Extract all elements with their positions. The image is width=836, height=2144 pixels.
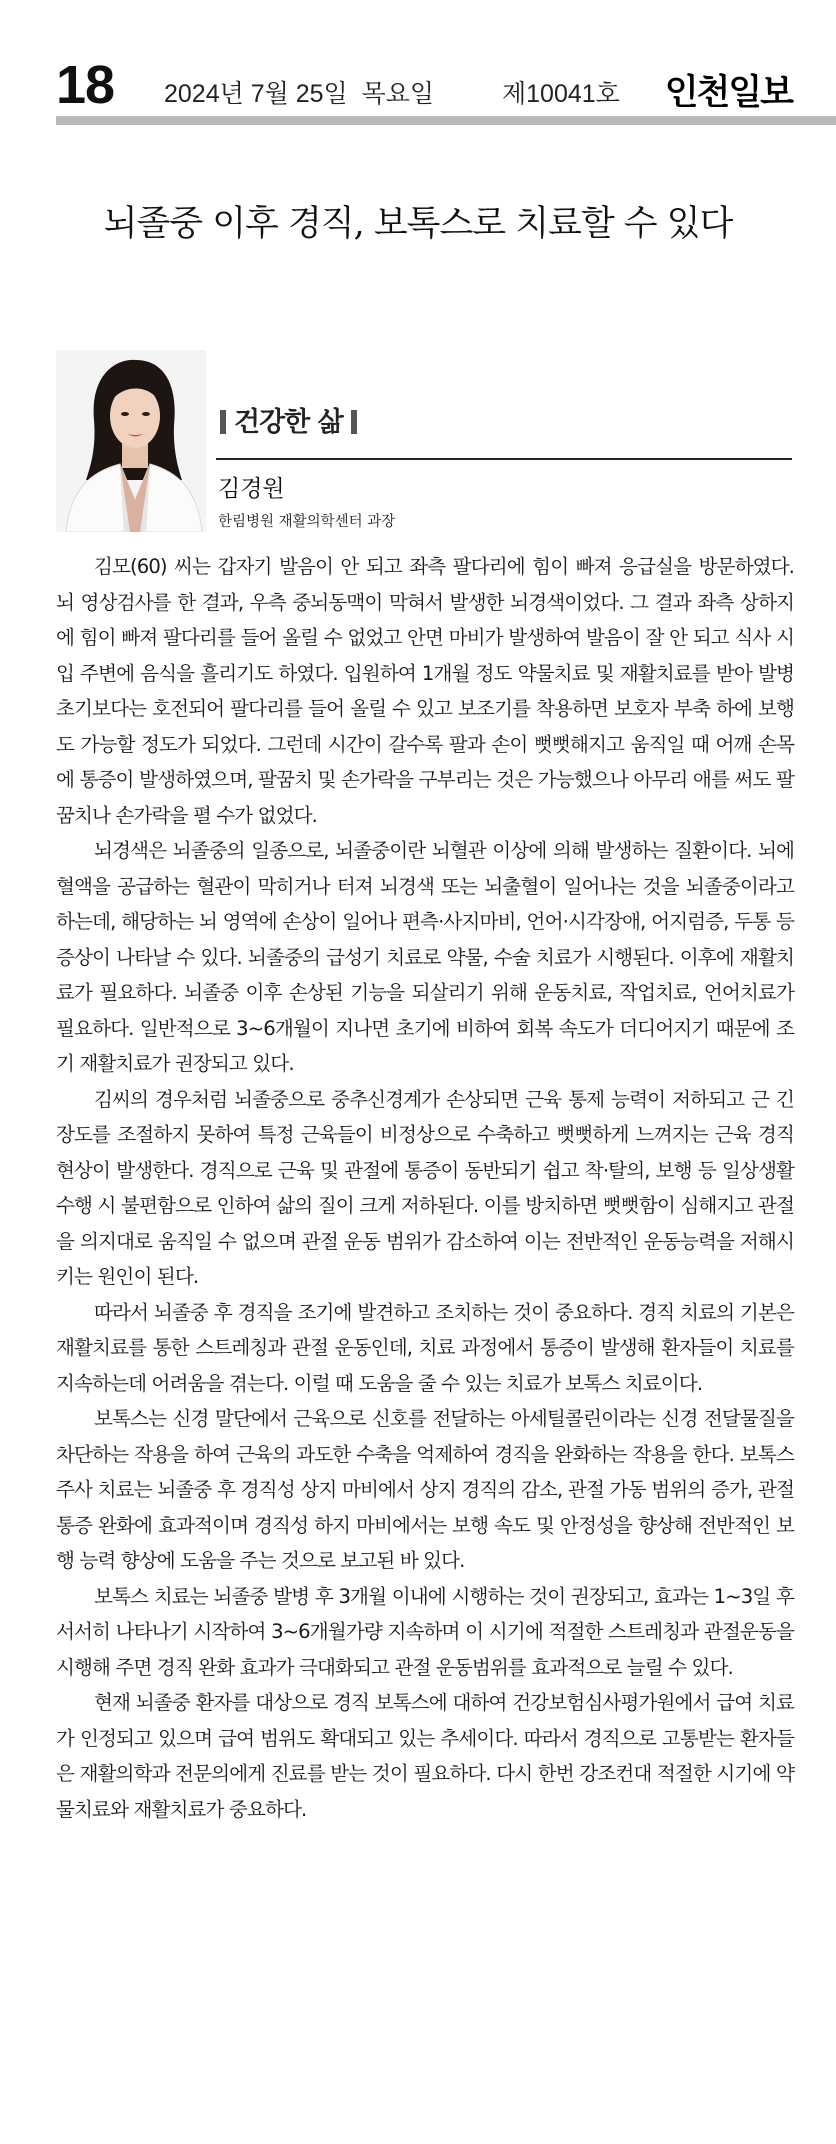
- article-paragraph: 따라서 뇌졸중 후 경직을 조기에 발견하고 조치하는 것이 중요하다. 경직 치료의 기본은 재활치료를 통한 스트레칭과 관절 운동인데, 치료 과정에서 통증이 발생해 환자들이 치료를 지속하는데 어려움을 겪는다. 이럴 때 도움을 줄 수 있는 치료가 보톡스 치료이다.: [56, 1300, 794, 1395]
- column-title-left-bar: [220, 410, 226, 434]
- page-number: 18: [56, 55, 115, 115]
- author-portrait-image: [56, 350, 206, 532]
- author-name: 김경원: [218, 476, 285, 502]
- author-affiliation: 한림병원 재활의학센터 과장: [218, 514, 396, 530]
- issue-number: 제10041호: [502, 80, 620, 108]
- column-title: [218, 400, 359, 439]
- article-paragraph: 뇌경색은 뇌졸중의 일종으로, 뇌졸중이란 뇌혈관 이상에 의해 발생하는 질환이다. 뇌에 혈액을 공급하는 혈관이 막히거나 터져 뇌경색 또는 뇌출혈이 일어나는 것을 뇌졸중이라고 하는데, 해당하는 뇌 영역에 손상이 일어나 편측·사지마비, 언어·시각장애, 어지럼증, 두통 등 증상이 나타날 수 있다. 뇌졸중의 급성기 치료로 약물, 수술 치료가 시행된다. 이후에 재활치료가 필요하다. 뇌졸중 이후 손상된 기능을 되살리기 위해 운동치료, 작업치료, 언어치료가 필요하다. 일반적으로 3~6개월이 지나면 초기에 비하여 회복 속도가 더디어지기 때문에 조기 재활치료가 권장되고 있다.: [56, 839, 794, 1075]
- publication-date: 2024년 7월 25일 목요일: [164, 80, 435, 108]
- masthead: [56, 55, 792, 115]
- article-paragraph: 김모(60) 씨는 갑자기 발음이 안 되고 좌측 팔다리에 힘이 빠져 응급실을 방문하였다. 뇌 영상검사를 한 결과, 우측 중뇌동맥이 막혀서 발생한 뇌경색이었다. 그 결과 좌측 상하지에 힘이 빠져 팔다리를 들어 올릴 수 없었고 안면 마비가 발생하여 발음이 잘 안 되고 식사 시 입 주변에 음식을 흘리기도 하였다. 입원하여 1개월 정도 약물치료 및 재활치료를 받아 발병초기보다는 호전되어 팔다리를 들어 올릴 수 있고 보조기를 착용하면 보호자 부축 하에 보행도 가능할 정도가 되었다. 그런데 시간이 갈수록 팔과 손이 뻣뻣해지고 움직일 때 어깨 손목에 통증이 발생하였으며, 팔꿈치 및 손가락을 구부리는 것은 가능했으나 아무리 애를 써도 팔꿈치나 손가락을 펼 수가 없었다.: [56, 555, 794, 827]
- author-photo: [56, 350, 206, 532]
- article-body: [56, 549, 794, 1827]
- article-paragraph: 김씨의 경우처럼 뇌졸중으로 중추신경계가 손상되면 근육 통제 능력이 저하되고 근 긴장도를 조절하지 못하여 특정 근육들이 비정상으로 수축하고 뻣뻣하게 느껴지는 근육 경직 현상이 발생한다. 경직으로 근육 및 관절에 통증이 동반되기 쉽고 착·탈의, 보행 등 일상생활 수행 시 불편함으로 인하여 삶의 질이 크게 저하된다. 이를 방치하면 뻣뻣함이 심해지고 관절을 의지대로 움직일 수 없으며 관절 운동 범위가 감소하여 이는 전반적인 운동능력을 저해시키는 원인이 된다.: [56, 1087, 794, 1288]
- column-title-text: 건강한 삶: [234, 407, 343, 438]
- masthead-rule: [56, 116, 836, 125]
- article-paragraph: 보톡스 치료는 뇌졸중 발병 후 3개월 이내에 시행하는 것이 권장되고, 효과는 1~3일 후 서서히 나타나기 시작하여 3~6개월가량 지속하며 이 시기에 적절한 스트레칭과 관절운동을 시행해 주면 경직 완화 효과가 극대화되고 관절 운동범위를 효과적으로 늘릴 수 있다.: [56, 1584, 794, 1679]
- article-paragraph: 보톡스는 신경 말단에서 근육으로 신호를 전달하는 아세틸콜린이라는 신경 전달물질을 차단하는 작용을 하여 근육의 과도한 수축을 억제하여 경직을 완화하는 작용을 한다. 보톡스 주사 치료는 뇌졸중 후 경직성 상지 마비에서 상지 경직의 감소, 관절 가동 범위의 증가, 관절 통증 완화에 효과적이며 경직성 하지 마비에서는 보행 속도 및 안정성을 향상해 전반적인 보행 능력 향상에 도움을 주는 것으로 보고된 바 있다.: [56, 1407, 794, 1572]
- newspaper-name: 인천일보: [664, 73, 792, 113]
- article-paragraph: 현재 뇌졸중 환자를 대상으로 경직 보톡스에 대하여 건강보험심사평가원에서 급여 치료가 인정되고 있으며 급여 범위도 확대되고 있는 추세이다. 따라서 경직으로 고통받는 환자들은 재활의학과 전문의에게 진료를 받는 것이 필요하다. 다시 한번 강조컨대 적절한 시기에 약물치료와 재활치료가 중요하다.: [56, 1691, 794, 1821]
- column-title-right-bar: [351, 410, 357, 434]
- headline: 뇌졸중 이후 경직, 보톡스로 치료할 수 있다: [103, 204, 733, 244]
- byline-rule: [216, 458, 792, 460]
